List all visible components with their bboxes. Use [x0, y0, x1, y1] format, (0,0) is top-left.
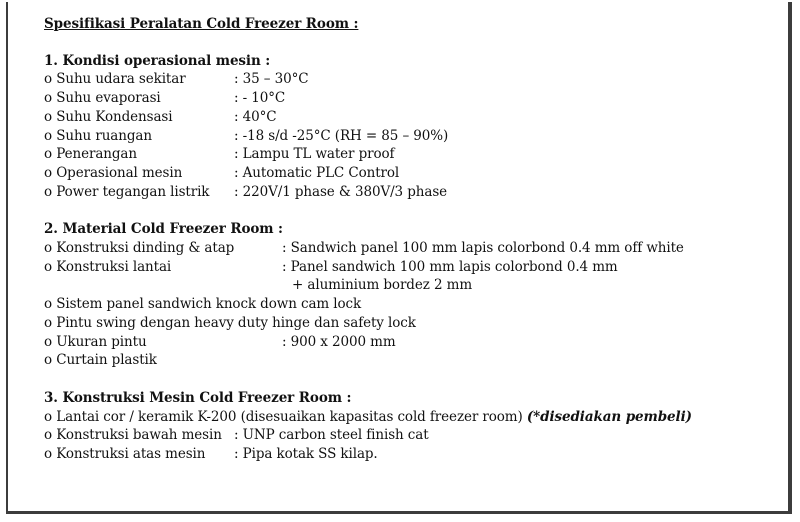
spec-row: [44, 108, 692, 127]
document-title: Spesifikasi Peralatan Cold Freezer Room :: [44, 16, 359, 32]
document-content: [44, 15, 692, 464]
spec-row: [44, 145, 692, 164]
spec-continuation: + aluminium bordez 2 mm: [292, 277, 473, 294]
spec-value: : 900 x 2000 mm: [282, 333, 396, 350]
spec-value: : -18 s/d -25°C (RH = 85 – 90%): [234, 127, 449, 144]
spec-label: o Power tegangan listrik: [44, 183, 210, 200]
spec-row: [44, 70, 692, 89]
spec-row: [44, 89, 692, 108]
section-spacer: [44, 201, 692, 220]
spec-value: : UNP carbon steel finish cat: [234, 427, 429, 444]
spec-row: [44, 239, 692, 258]
section-2-heading: 2. Material Cold Freezer Room :: [44, 221, 283, 238]
section-3-heading: 3. Konstruksi Mesin Cold Freezer Room :: [44, 389, 352, 406]
spec-label: o Suhu ruangan: [44, 127, 152, 144]
spec-label: o Konstruksi bawah mesin: [44, 427, 222, 444]
section-spacer: [44, 370, 692, 389]
spec-label: o Suhu evaporasi: [44, 90, 161, 107]
spec-row: [44, 426, 692, 445]
spec-label: o Konstruksi lantai: [44, 258, 172, 275]
spec-row: [44, 127, 692, 146]
spec-label: o Penerangan: [44, 146, 137, 163]
spec-value: : Sandwich panel 100 mm lapis colorbond 0.4 mm off white: [282, 240, 684, 257]
spec-row: [44, 258, 692, 277]
spec-value: : 220V/1 phase & 380V/3 phase: [234, 183, 448, 200]
spec-row: [44, 333, 692, 352]
spec-text: o Lantai cor / keramik K-200 (disesuaikan kapasitas cold freezer room): [44, 408, 527, 425]
buyer-note: (*disediakan pembeli): [526, 408, 692, 425]
spec-value: : Automatic PLC Control: [234, 164, 400, 181]
spec-value: : Pipa kotak SS kilap.: [234, 446, 378, 463]
spec-label: o Konstruksi dinding & atap: [44, 240, 235, 257]
spec-value: : - 10°C: [234, 90, 286, 107]
spec-line: o Curtain plastik: [44, 352, 157, 369]
spec-line: o Sistem panel sandwich knock down cam lock: [44, 296, 362, 313]
spec-value: : Lampu TL water proof: [234, 146, 395, 163]
document-page: [6, 2, 792, 514]
spec-row: [44, 164, 692, 183]
spec-row: [44, 445, 692, 464]
spec-value: : Panel sandwich 100 mm lapis colorbond 0.4 mm: [282, 258, 618, 275]
spec-label: o Suhu udara sekitar: [44, 71, 186, 88]
spec-value: : 40°C: [234, 108, 277, 125]
spec-value: : 35 – 30°C: [234, 71, 309, 88]
spec-row: [44, 183, 692, 202]
spec-label: o Suhu Kondensasi: [44, 108, 173, 125]
spec-line: [44, 408, 692, 427]
spec-label: o Konstruksi atas mesin: [44, 446, 206, 463]
spec-line: o Pintu swing dengan heavy duty hinge dan safety lock: [44, 314, 416, 331]
section-1-heading: 1. Kondisi operasional mesin :: [44, 52, 271, 69]
spec-label: o Operasional mesin: [44, 164, 183, 181]
spec-label: o Ukuran pintu: [44, 333, 147, 350]
